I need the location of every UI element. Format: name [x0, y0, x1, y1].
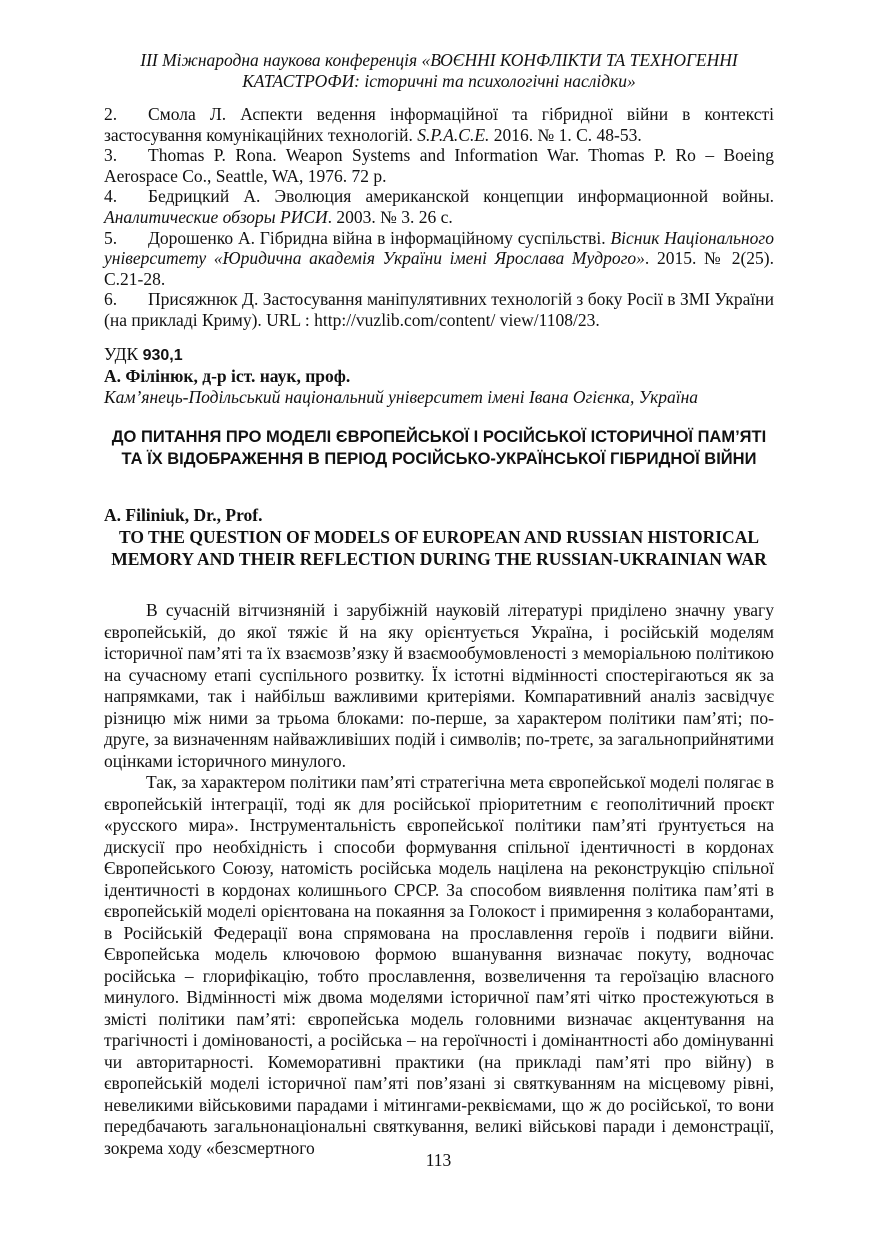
udk-line — [104, 344, 774, 366]
reference-details: 2016. № 1. С. 48-53. — [489, 124, 642, 145]
header-line-2: КАТАСТРОФИ: історичні та психологічні наслідки» — [242, 71, 636, 91]
english-block — [104, 505, 774, 570]
reference-number: 3. — [104, 145, 118, 166]
page-number: 113 — [425, 1150, 452, 1170]
reference-item — [104, 289, 774, 330]
article-title-ua: ДО ПИТАННЯ ПРО МОДЕЛІ ЄВРОПЕЙСЬКОЇ І РОСІЙСЬКОЇ ІСТОРИЧНОЇ ПАМ’ЯТІ ТА ЇХ ВІДОБРАЖЕННЯ В ПЕРІОД РОСІЙСЬКО-УКРАЇНСЬКОЇ ГІБРИДНОЇ ВІЙНИ — [111, 428, 767, 468]
body-paragraph: Так, за характером політики пам’яті стратегічна мета європейської моделі полягає в європейській інтеграції, тоді як для російської пріоритетним є геополітичний проєкт «русского мира». Інструментальність європейської політики пам’яті ґрунтується на дискусії про необхідність і способи формування спільної ідентичності в кордонах Європейського Союзу, натомість російська модель націлена на реконструкцію спільної ідентичності в кордонах колишнього СРСР. За способом виявлення політика пам’яті в європейській моделі орієнтована на покаяння за Голокост і примирення з колаборантами, в Російській Федерації вона спрямована на прославлення героїв і подвиги війни. Європейська модель ключовою формою вшанування визначає покуту, водночас російська – глорифікацію, тобто прославлення, возвеличення та героїзацію власного минулого. Відмінності між двома моделями історичної пам’яті чітко простежуються в змісті політики пам’яті: європейська модель головними визначає акцентування на трагічності і домінованості, а російська – на героїчності і домінантності або домінуванні чи авторитарності. Комеморативні практики (на прикладі пам’яті про війну) в європейській моделі історичної пам’яті пов’язані зі святкуванням на місцевому рівні, невеликими військовими парадами і мітингами-реквіємами, що ж до російської, то вони передбачають загальнонаціональні святкування, великі військові паради і демонстрації, зокрема ходу «безсмертного — [104, 772, 774, 1158]
reference-text: Смола Л. Аспекти ведення інформаційної та гібридної війни в контексті застосування комунікаційних технологій. — [104, 104, 774, 145]
header-line-1: ІІІ Міжнародна наукова конференція «ВОЄННІ КОНФЛІКТИ ТА ТЕХНОГЕННІ — [140, 50, 738, 70]
reference-details: . 2015. № 2(25). С.21-28. — [104, 248, 774, 289]
author-en: A. Filiniuk, Dr., Prof. — [104, 505, 263, 525]
reference-text: Присяжнюк Д. Застосування маніпулятивних технологій з боку Росії в ЗМІ України (на прикладі Криму). URL : http://vuzlib.com/content/ view/1108/23. — [104, 289, 774, 330]
reference-text: Thomas P. Rona. Weapon Systems and Information War. Thomas P. Ro – Boeing Aerospace Co., Seattle, WA, 1976. 72 p. — [104, 145, 774, 186]
article-body — [104, 600, 774, 1159]
reference-source: Вісник Національного університету «Юридична академія України імені Ярослава Мудрого» — [104, 227, 774, 269]
running-header — [104, 50, 774, 92]
reference-item — [104, 145, 774, 186]
author-line: А. Філінюк, д-р іст. наук, проф. — [104, 366, 351, 386]
udk-label: УДК — [104, 344, 143, 364]
reference-text: Дорошенко А. Гібридна війна в інформаційному суспільстві. — [148, 227, 611, 248]
reference-details: . 2003. № 3. 26 с. — [327, 206, 453, 227]
reference-source: Аналитические обзоры РИСИ — [104, 206, 328, 227]
reference-text: Бедрицкий А. Эволюция американской концепции информационной войны. — [148, 186, 774, 207]
body-paragraph: В сучасній вітчизняній і зарубіжній науковій літературі приділено значну увагу європейській, до якої тяжіє й на яку орієнтується Україна, і російській моделям історичної пам’яті та їх взаємозв’язку й взаємообумовленості з меморіальною політикою на сучасному етапі суспільного розвитку. Їх істотні відмінності спостерігаються як за напрямками, так і найбільш важливими критеріями. Компаративний аналіз засвідчує різницю між ними за трьома блоками: по-перше, за характером політики пам’яті; по-друге, за визначенням найважливіших подій і символів; по-третє, за загальноприйнятими оцінками історичного минулого. — [104, 600, 774, 771]
reference-number: 4. — [104, 186, 118, 207]
reference-source: S.P.A.C.E. — [417, 124, 490, 145]
reference-item — [104, 228, 774, 290]
reference-list — [104, 104, 774, 331]
article-meta — [104, 344, 774, 408]
reference-number: 5. — [104, 227, 118, 248]
reference-number: 6. — [104, 289, 118, 310]
udk-number: 930,1 — [142, 347, 183, 364]
reference-item — [104, 186, 774, 227]
affiliation: Кам’янець-Подільський національний університет імені Івана Огієнка, Україна — [104, 387, 699, 407]
reference-number: 2. — [104, 104, 118, 124]
reference-item — [104, 104, 774, 145]
article-title-en: TO THE QUESTION OF MODELS OF EUROPEAN AND RUSSIAN HISTORICAL MEMORY AND THEIR REFLECTION DURING THE RUSSIAN-UKRAINIAN WAR — [111, 526, 767, 569]
